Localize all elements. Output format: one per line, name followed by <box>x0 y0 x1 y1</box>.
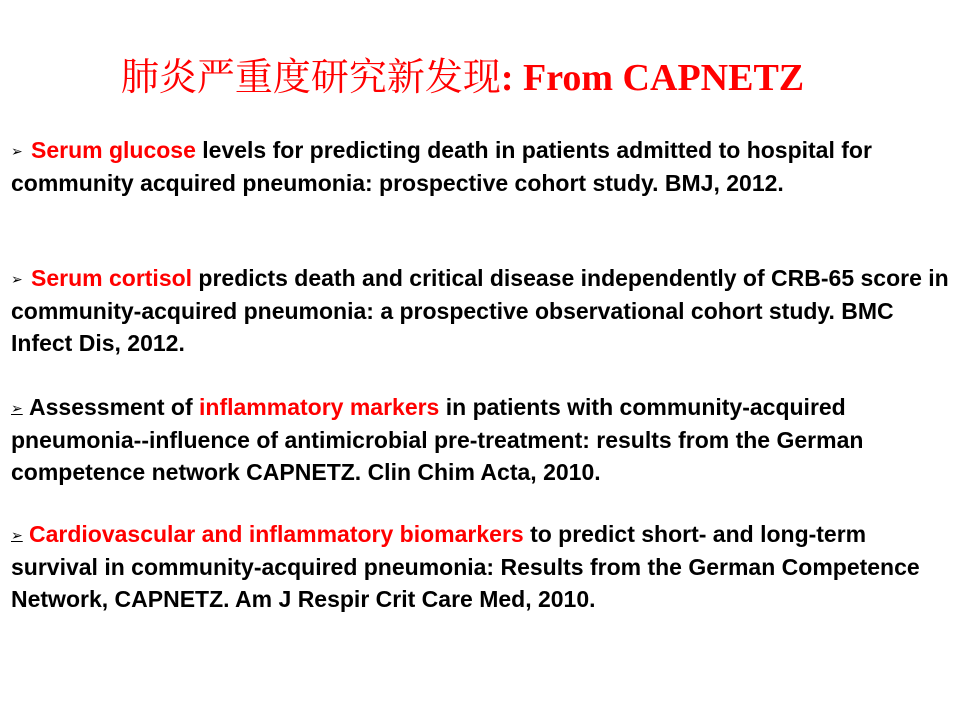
bullet-highlight-text: Serum cortisol <box>31 265 193 291</box>
bullet-item-2 <box>11 262 951 359</box>
arrowhead-bullet-icon: ➢ <box>11 527 23 543</box>
arrowhead-bullet-icon: ➢ <box>11 271 23 287</box>
bullet-highlight-text: Cardiovascular and inflammatory biomarkers <box>29 521 524 547</box>
bullet-item-4 <box>11 518 951 615</box>
slide-title <box>0 52 925 104</box>
bullet-post-text: in patients with community-acquired pneumonia--influence of antimicrobial pre-treatment: results from the German competence network CAPNETZ. Clin Chim Acta, 2010. <box>11 394 864 485</box>
bullet-post-text: levels for predicting death in patients admitted to hospital for community acquired pneumonia: prospective cohort study. BMJ, 2012. <box>11 137 872 196</box>
bullet-pre-text: Assessment of <box>29 394 200 420</box>
arrowhead-bullet-icon: ➢ <box>11 143 23 159</box>
bullet-post-text: predicts death and critical disease independently of CRB-65 score in community-acquired pneumonia: a prospective observational cohort study. BMC Infect Dis, 2012. <box>11 265 949 356</box>
title-chinese: 肺炎严重度研究新发现 <box>120 57 501 99</box>
bullet-highlight-text: Serum glucose <box>31 137 196 163</box>
bullet-highlight-text: inflammatory markers <box>199 394 440 420</box>
title-english: : From CAPNETZ <box>500 57 805 99</box>
bullet-item-1 <box>11 134 951 199</box>
bullet-item-3 <box>11 391 951 488</box>
bullet-post-text: to predict short- and long-term survival in community-acquired pneumonia: Results from the German Competence Network, CAPNETZ. Am J Respir Crit Care Med, 2010. <box>11 521 920 612</box>
arrowhead-bullet-icon: ➢ <box>11 400 23 416</box>
